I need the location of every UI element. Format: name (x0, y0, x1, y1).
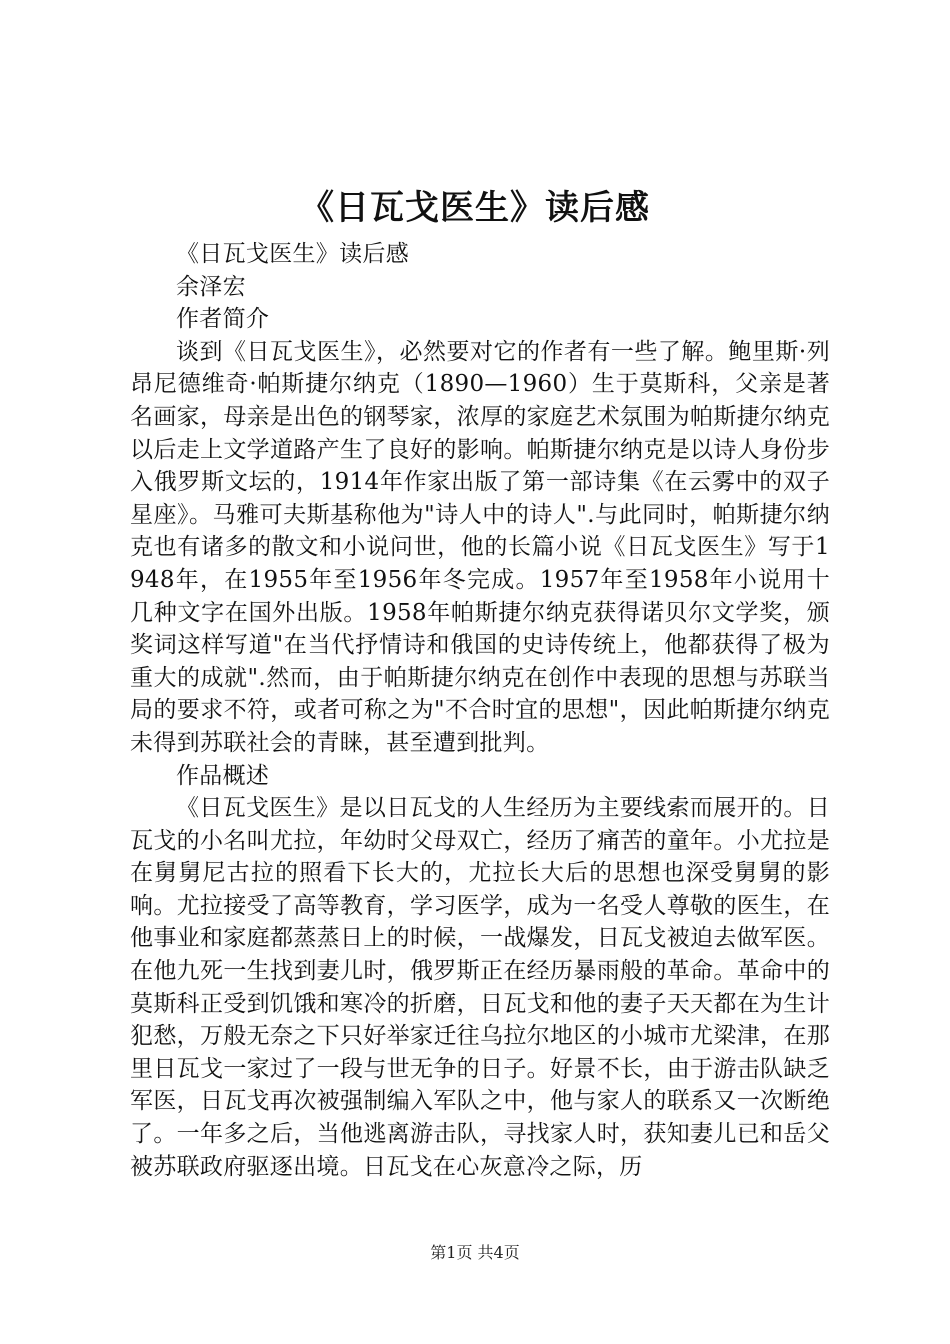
page-footer: 第1页 共4页 (430, 1243, 520, 1262)
author-intro-paragraph: 谈到《日瓦戈医生》，必然要对它的作者有一些了解。鲍里斯·列昂尼德维奇·帕斯捷尔纳克（1890—1960）生于莫斯科，父亲是著名画家，母亲是出色的钢琴家，浓厚的家庭艺术氛围为帕斯捷尔纳克以后走上文学道路产生了良好的影响。帕斯捷尔纳克是以诗人身份步入俄罗斯文坛的，1914年作家出版了第一部诗集《在云雾中的双子星座》。马雅可夫斯基称他为"诗人中的诗人".与此同时，帕斯捷尔纳克也有诸多的散文和小说问世，他的长篇小说《日瓦戈医生》写于1948年，在1955年至1956年冬完成。1957年至1958年小说用十几种文字在国外出版。1958年帕斯捷尔纳克获得诺贝尔文学奖，颁奖词这样写道"在当代抒情诗和俄国的史诗传统上，他都获得了极为重大的成就".然而，由于帕斯捷尔纳克在创作中表现的思想与苏联当局的要求不符，或者可称之为"不合时宜的思想"，因此帕斯捷尔纳克未得到苏联社会的青睐，甚至遭到批判。 (130, 338, 830, 756)
document-body (130, 238, 830, 1183)
work-overview-paragraph: 《日瓦戈医生》是以日瓦戈的人生经历为主要线索而展开的。日瓦戈的小名叫尤拉，年幼时父母双亡，经历了痛苦的童年。小尤拉是在舅舅尼古拉的照看下长大的，尤拉长大后的思想也深受舅舅的影响。尤拉接受了高等教育，学习医学，成为一名受人尊敬的医生，在他事业和家庭都蒸蒸日上的时候，一战爆发，日瓦戈被迫去做军医。在他九死一生找到妻儿时，俄罗斯正在经历暴雨般的革命。革命中的莫斯科正受到饥饿和寒冷的折磨，日瓦戈和他的妻子天天都在为生计犯愁，万般无奈之下只好举家迁往乌拉尔地区的小城市尤梁津，在那里日瓦戈一家过了一段与世无争的日子。好景不长，由于游击队缺乏军医，日瓦戈再次被强制编入军队之中，他与家人的联系又一次断绝了。一年多之后，当他逃离游击队，寻找家人时，获知妻儿已和岳父被苏联政府驱逐出境。日瓦戈在心灰意冷之际，历 (130, 795, 830, 1180)
section-heading-author-intro: 作者简介 (176, 306, 270, 333)
subtitle-paragraph: 《日瓦戈医生》读后感 (176, 241, 409, 267)
author-name: 余泽宏 (176, 273, 246, 300)
document-title: 《日瓦戈医生》读后感 (300, 188, 650, 228)
section-heading-work-overview: 作品概述 (176, 762, 270, 789)
